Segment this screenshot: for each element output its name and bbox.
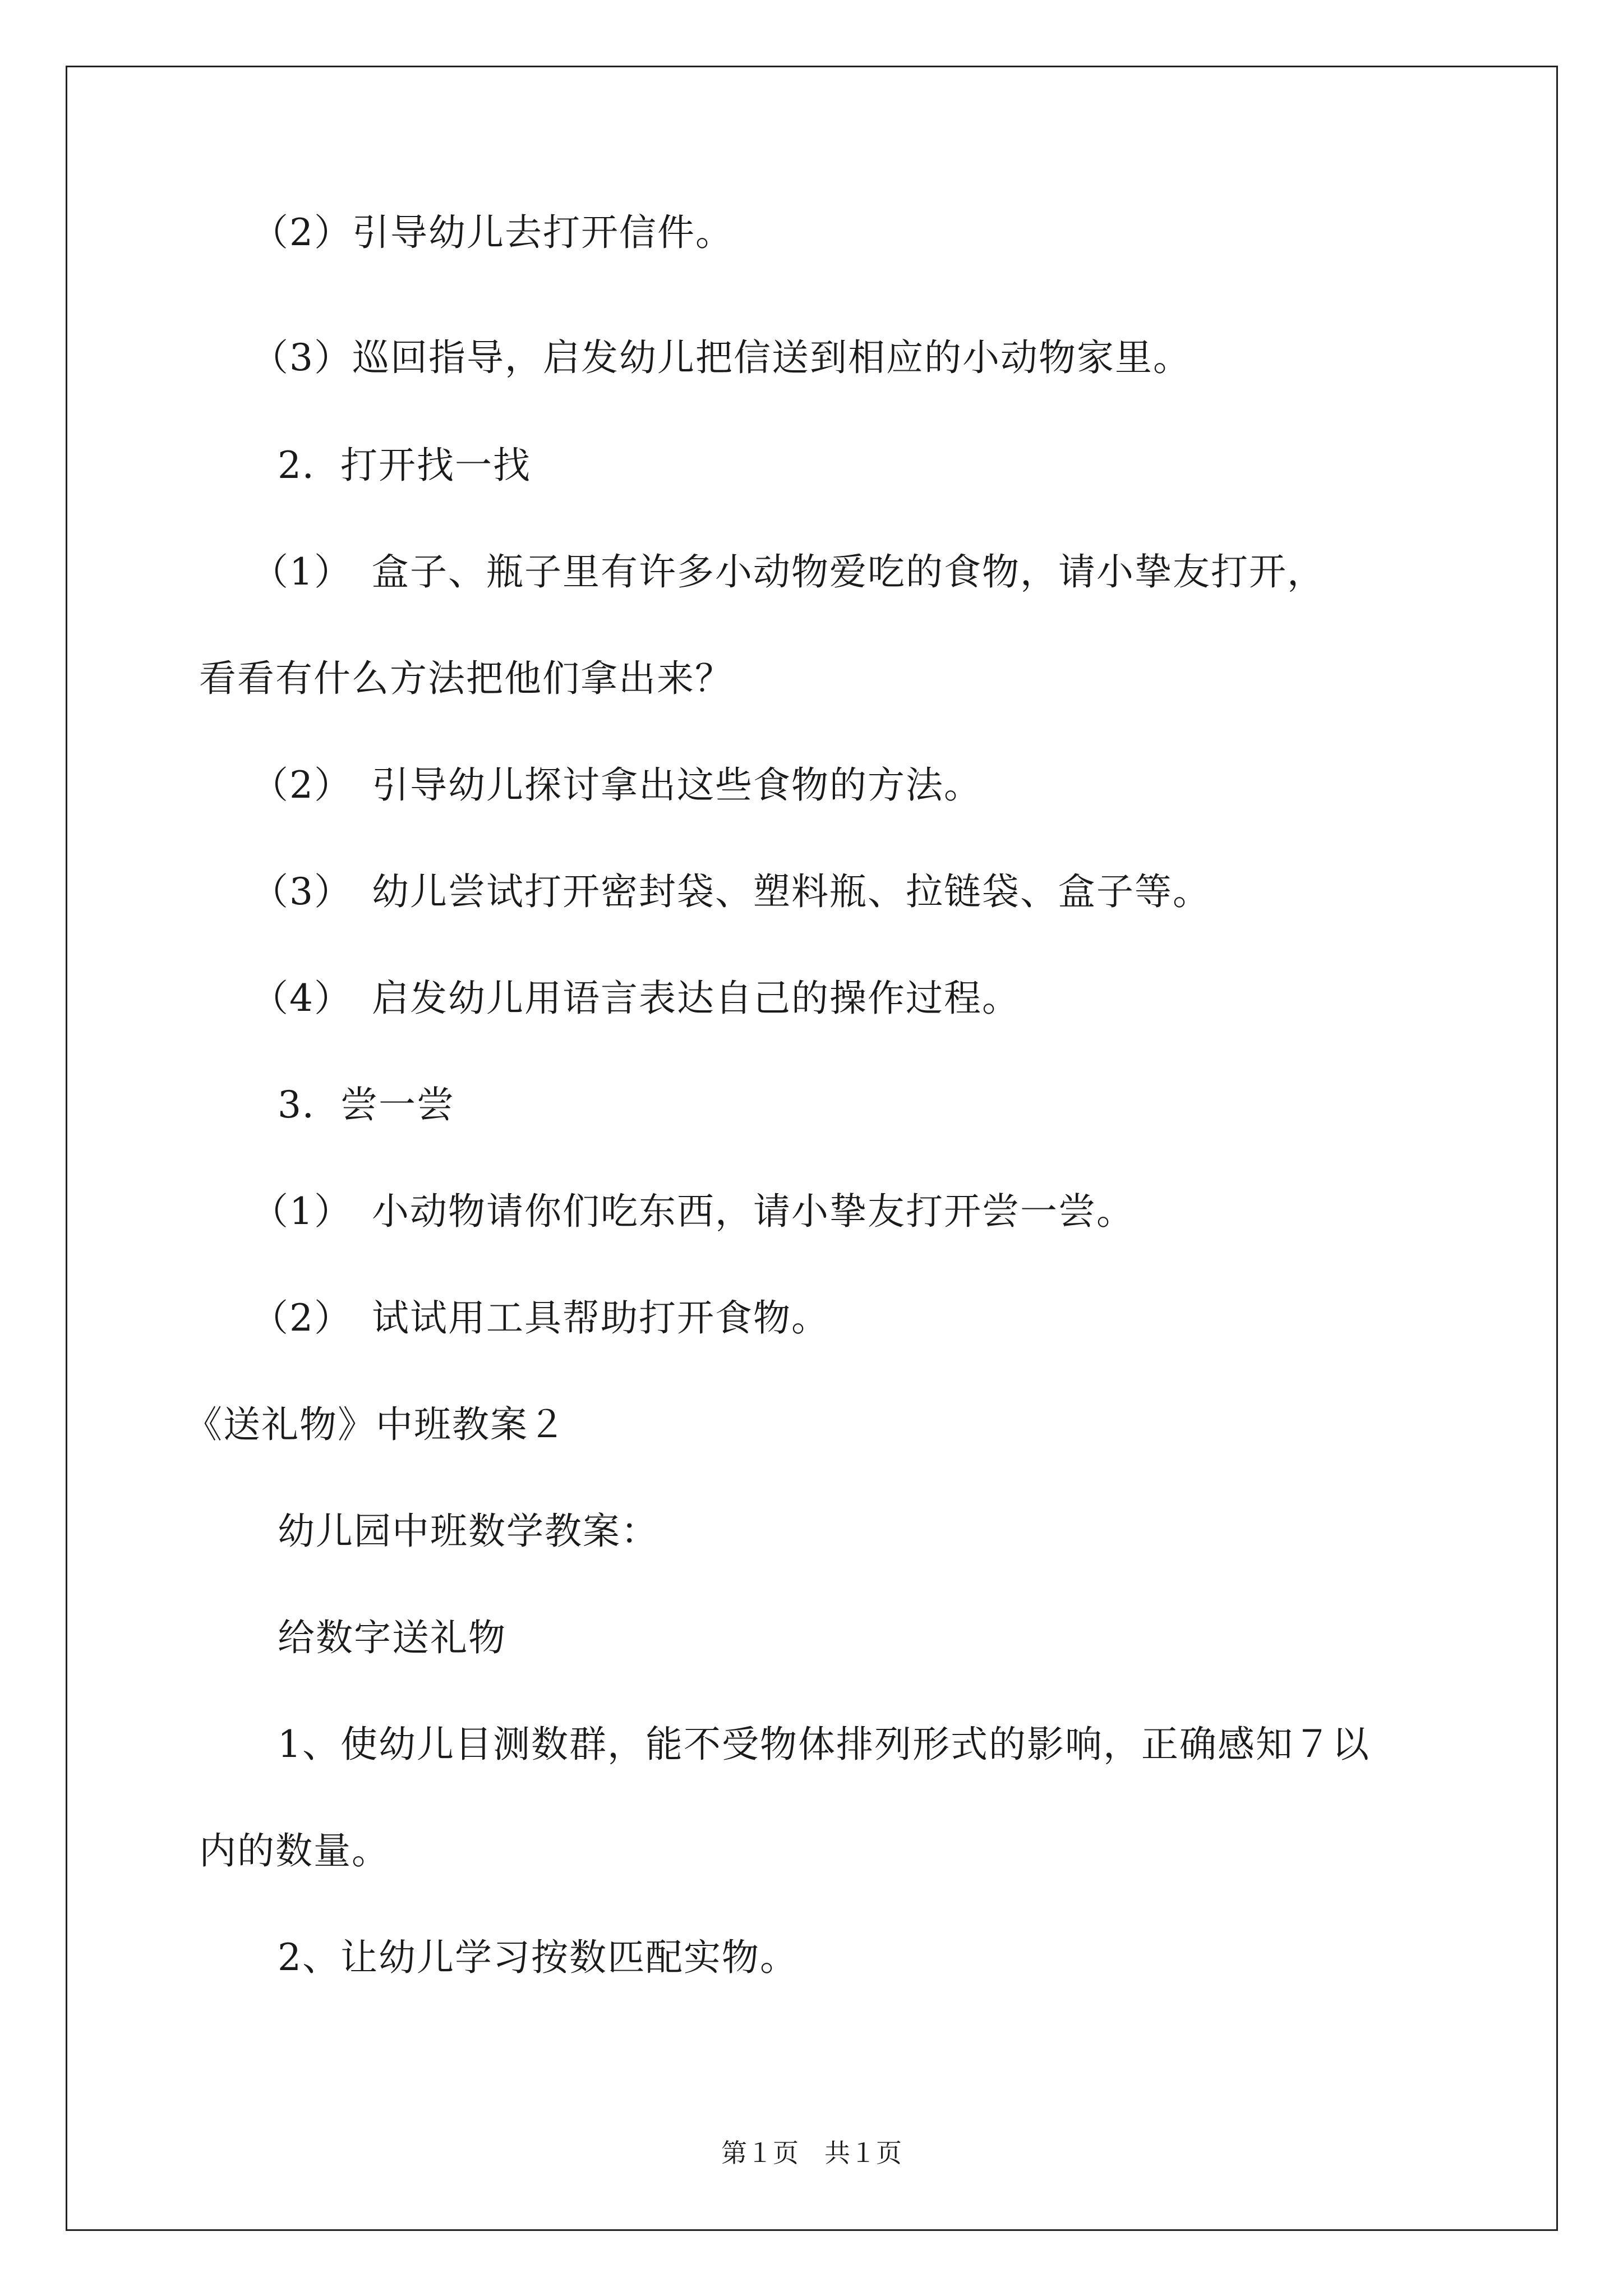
text-line: （1） 盒子、瓶子里有许多小动物爱吃的食物，请小挚友打开， xyxy=(251,550,1325,593)
text-line: 2、让幼儿学习按数匹配实物。 xyxy=(278,1936,798,1979)
text-line: （2）引导幼儿去打开信件。 xyxy=(251,211,734,254)
section-heading: 《送礼物》中班教案２ xyxy=(185,1403,566,1446)
text-line: （2） 试试用工具帮助打开食物。 xyxy=(251,1296,829,1340)
page-footer: 第１页 共１页 xyxy=(721,2138,902,2168)
text-line: 内的数量。 xyxy=(199,1829,390,1872)
text-line: （1） 小动物请你们吃东西，请小挚友打开尝一尝。 xyxy=(251,1190,1135,1233)
text-line: （3） 幼儿尝试打开密封袋、塑料瓶、拉链袋、盒子等。 xyxy=(251,870,1211,913)
text-line: （3）巡回指导，启发幼儿把信送到相应的小动物家里。 xyxy=(251,336,1191,379)
text-line: 2．打开找一找 xyxy=(278,444,531,487)
text-line: （2） 引导幼儿探讨拿出这些食物的方法。 xyxy=(251,763,982,807)
text-line: （4） 启发幼儿用语言表达自己的操作过程。 xyxy=(251,977,1020,1020)
text-line: 3．尝一尝 xyxy=(278,1083,455,1126)
text-line: 给数字送礼物 xyxy=(278,1616,506,1659)
text-line: 幼儿园中班数学教案： xyxy=(278,1510,659,1553)
text-line: 1、使幼儿目测数群，能不受物体排列形式的影响，正确感知７以 xyxy=(278,1723,1370,1766)
page-border xyxy=(66,66,1558,2231)
text-line: 看看有什么方法把他们拿出来？ xyxy=(199,657,733,700)
